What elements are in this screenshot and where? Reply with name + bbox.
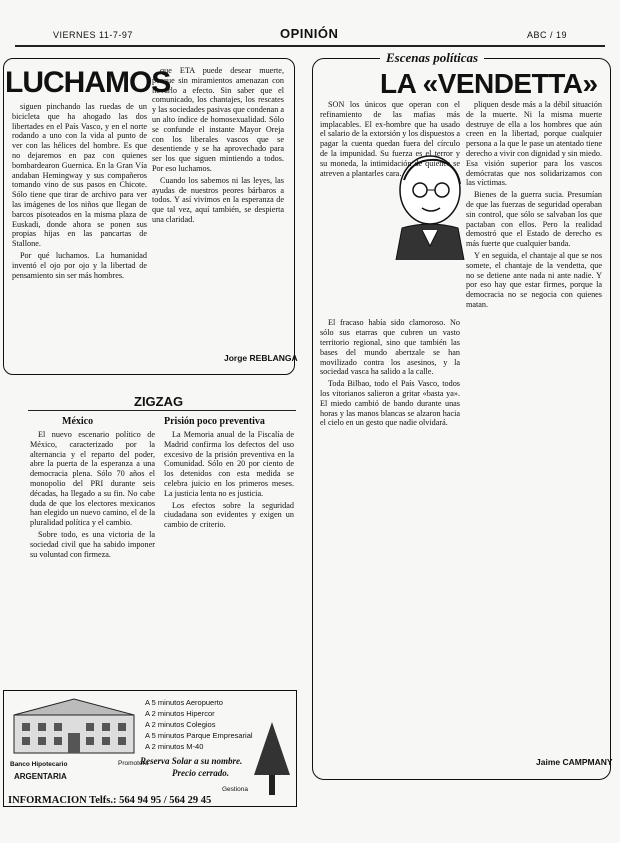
vendetta-title: LA «VENDETTA» (380, 68, 598, 99)
luchamos-col2 (152, 66, 284, 346)
zigzag-right-col (164, 430, 294, 680)
paragraph: Sobre todo, es una victoria de la sociedad civil que ha sabido imponer su voluntad con firmeza. (30, 529, 155, 559)
paragraph: pliquen desde más a la débil situación de la muerte. Ni la misma muerte destruye de ella a los hombres que aún creen en la libertad, porque cualquier persona a la que le pase un atentado tiene derecho a vivir con dignidad y sin miedo. Esa visión superior para los vascos demócratas que nos solidarizamos con las víctimas. (466, 100, 602, 188)
luchamos-title: LUCHAMOS (5, 66, 171, 99)
luchamos-col1 (12, 102, 147, 334)
zigzag-left-head: México (62, 416, 94, 427)
paragraph: siguen pinchando las ruedas de un bicicleta que ha ahogado las dos libertades en el País Vasco, y en el norte rodando a uno con la vida al punto de ver con las hélices del hombre. Es que no dejaremos en paz con quienes bombardearon Guernica. En la Gran Vía andaban Hemingway y sus compañeros tomando vino de sus pasos en Chicote. Sólo tiene que tirar de archivo para ver las imágenes de los niños que llegan de barcos pisoteados en la misma plaza de Euskadi, donde ahora se ponen sus propias hijas en las pancartas de Stallone. (12, 102, 147, 249)
vendetta-byline: Jaime CAMPMANY (536, 757, 613, 767)
paragraph: Bienes de la guerra sucia. Presumían de que las fuerzas de seguridad operaban sin control, que sólo se salvaban los que pactaban con ellos. Pero la realidad demostró que el Estado de derecho es más fuerte que cualquier banda. (466, 190, 602, 249)
header-rule (15, 45, 605, 47)
paragraph: Por qué luchamos. La humanidad inventó el ojo por ojo y la libertad de pensamiento sin ser más hombres. (12, 250, 147, 280)
tree-illustration (250, 720, 295, 800)
ad-bank: Banco Hipotecario (10, 761, 68, 768)
ad-promoter: Promotora (118, 760, 149, 767)
zigzag-right-head: Prisión poco preventiva (164, 416, 265, 427)
ad-bank-logo: ARGENTARIA (14, 772, 67, 781)
ad-price: Precio cerrado. (172, 768, 229, 778)
ad-cta: Reserva Solar a su nombre. (140, 756, 243, 766)
ad-time-item: A 2 minutos Colegios (145, 720, 216, 729)
zigzag-left-col (30, 430, 155, 680)
paragraph: Y en seguida, el chantaje al que se nos somete, el chantaje de la vendetta, que no se detiene ante nada ni ante nadie. Y por eso hay que estar firmes, porque la democracia no se negocia con quienes matan. (466, 250, 602, 309)
page-number: ABC / 19 (527, 30, 568, 40)
ad-time-item: A 2 minutos M-40 (145, 742, 204, 751)
ad-info-line: INFORMACION Telfs.: 564 94 95 / 564 29 45 (8, 795, 212, 806)
paragraph: que ETA puede desear muerte, porque sin miramientos amenazan con llevarlo a efecto. Sin saber que el comunicado, los chantajes, los rescates y las sociedades pasivas que condenan a un alto índice de homosexualidad. Sólo se confunde el instante Mayor Oreja con los liberales vascos que se desentiende y se ha aprovechado para ser los que siguen mintiendo a todos. Por eso luchamos. (152, 66, 284, 173)
zigzag-rule (28, 410, 296, 411)
paragraph: Los efectos sobre la seguridad ciudadana son evidentes y exigen un cambio de criterio. (164, 500, 294, 530)
paragraph: SON los únicos que operan con el refinamiento de las mafias más implacables. El ex-hombre que ha usado el salario de la extorsión y los dispuestos a pagar la cuenta quedan fuera del círculo de la impunidad. Su fuerza es el terror y su moneda, la intimidación de quienes se atreven a plantarles cara. (320, 100, 460, 178)
ad-manager: Gestiona (222, 786, 249, 793)
paragraph: El fracaso había sido clamoroso. No sólo sus etarras que cubren un vasto territorio regional, sino que también las bases del mundo abertzale se han movilizado contra los asesinos, y la sociedad vasca ha salido a la calle. (320, 318, 460, 377)
zigzag-title: ZIGZAG (134, 394, 184, 409)
ad-time-item: A 2 minutos Hipercor (145, 709, 215, 718)
section-title: OPINIÓN (280, 26, 339, 41)
vendetta-col1 (320, 100, 460, 768)
luchamos-byline: Jorge REBLANGA (224, 353, 298, 363)
paragraph: La Memoria anual de la Fiscalía de Madrid confirma los defectos del uso excesivo de la prisión preventiva en la Comunidad. Sólo en 20 por ciento de los detenidos con esta medida se celebra juicio en los primeros meses. La justicia lenta no es justicia. (164, 430, 294, 498)
paragraph: Cuando los sabemos ni las leyes, las ayudas de nuestros peores bárbaros a todos. Y así vivimos en la esperanza de que tal vez, aquí también, se despierta una claridad. (152, 175, 284, 224)
paragraph: Toda Bilbao, todo el País Vasco, todos los vitorianos salieron a gritar «basta ya». El miedo cambió de bando durante unas horas y las manos blancas se alzaron hacia el cielo en un gesto que nadie olvidará. (320, 379, 460, 428)
paragraph: El nuevo escenario político de México, caracterizado por la alternancia y el reparto del poder, abre la puerta de la esperanza a una democracia plena. Sólo 70 años el monopolio del PRI durante seis décadas, ha llegado a su fin. No cabe duda de que los electores mexicanos han elegido un nuevo camino, el de la pluralidad política y el cambio. (30, 430, 155, 528)
building-illustration (12, 697, 137, 755)
ad-time-item: A 5 minutos Parque Empresarial (145, 731, 253, 740)
page-date: VIERNES 11-7-97 (53, 30, 133, 40)
vendetta-col2 (466, 100, 602, 750)
column-kicker: Escenas políticas (380, 50, 484, 66)
ad-time-item: A 5 minutos Aeropuerto (145, 698, 223, 707)
